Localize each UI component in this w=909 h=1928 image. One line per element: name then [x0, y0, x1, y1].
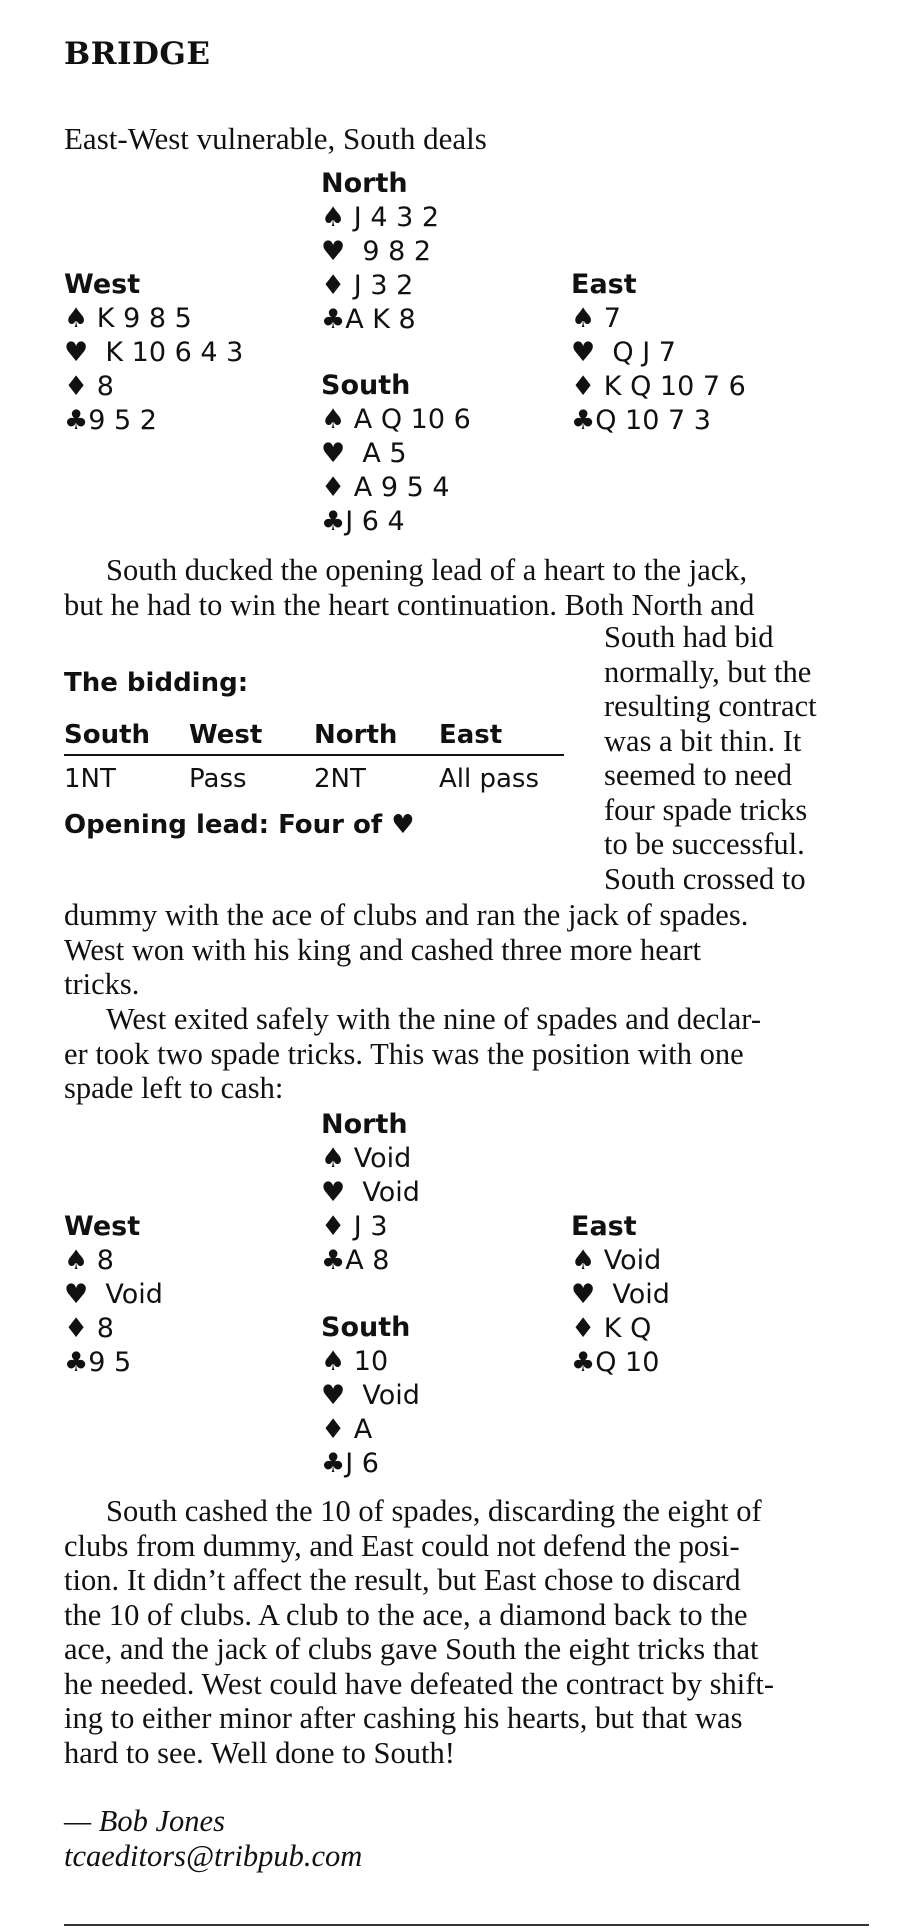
text-line: West won with his king and cashed three more heart	[64, 932, 702, 967]
hand-label: West	[64, 269, 141, 300]
bidding-call-row	[64, 756, 564, 796]
text-line: the 10 of clubs. A club to the ace, a diamond back to the	[64, 1597, 748, 1632]
hand-label: East	[571, 1211, 637, 1242]
text-line: South crossed to	[604, 861, 806, 896]
bidding-box	[64, 668, 564, 840]
bidding-header-north: North	[314, 720, 398, 750]
text-line: South had bid	[604, 620, 774, 654]
diamonds-holding: ♦ 8	[64, 371, 114, 402]
bidding-header-east: East	[439, 720, 503, 750]
text-line: was a bit thin. It	[604, 723, 802, 758]
spades-holding: ♠ J 4 3 2	[321, 202, 440, 233]
hearts-holding: ♥ Void	[571, 1279, 670, 1310]
hearts-holding: ♥ K 10 6 4 3	[64, 337, 244, 368]
deal2-west-hand	[64, 1210, 163, 1380]
paragraph-1-continuation	[604, 620, 817, 896]
text-line: clubs from dummy, and East could not defend the posi-	[64, 1528, 740, 1563]
spades-holding: ♠ Void	[571, 1245, 662, 1276]
diamonds-holding: ♦ 8	[64, 1313, 114, 1344]
text-line: West exited safely with the nine of spades and declar-	[106, 1002, 761, 1036]
deal1-north-hand	[321, 167, 439, 337]
column-title: BRIDGE	[64, 36, 211, 72]
bidding-heading: The bidding:	[64, 668, 249, 698]
text-line: tricks.	[64, 967, 140, 1001]
spades-holding: ♠ 7	[571, 303, 621, 334]
deal1-east-hand	[571, 268, 746, 438]
clubs-holding: ♣9 5	[64, 1347, 132, 1378]
hand-label: North	[321, 168, 408, 199]
deal2-south-hand	[321, 1311, 420, 1481]
spades-holding: ♠ 8	[64, 1245, 114, 1276]
opening-lead: Opening lead: Four of ♥	[64, 810, 415, 840]
bid-west: Pass	[189, 764, 247, 794]
text-line: hard to see. Well done to South!	[64, 1735, 455, 1770]
text-line: normally, but the	[604, 654, 812, 689]
text-line: er took two spade tricks. This was the position with one	[64, 1036, 744, 1071]
bid-east: All pass	[439, 764, 540, 794]
paragraph-4	[64, 1494, 774, 1770]
diamonds-holding: ♦ A 9 5 4	[321, 472, 450, 503]
bidding-header-west: West	[189, 720, 263, 750]
hearts-holding: ♥ 9 8 2	[321, 236, 432, 267]
deal1-south-hand	[321, 369, 471, 539]
deal1-west-hand	[64, 268, 243, 438]
hearts-holding: ♥ Void	[64, 1279, 163, 1310]
diamonds-holding: ♦ A	[321, 1414, 373, 1445]
diamonds-holding: ♦ K Q	[571, 1313, 652, 1344]
hearts-holding: ♥ Void	[321, 1177, 420, 1208]
spades-holding: ♠ K 9 8 5	[64, 303, 192, 334]
hand-label: North	[321, 1109, 408, 1140]
hearts-holding: ♥ A 5	[321, 438, 407, 469]
spades-holding: ♠ A Q 10 6	[321, 404, 471, 435]
text-line: tion. It didn’t affect the result, but East chose to discard	[64, 1563, 741, 1597]
author-name: — Bob Jones	[64, 1804, 225, 1838]
author-email[interactable]: tcaeditors@tribpub.com	[64, 1839, 363, 1873]
text-line: ing to either minor after cashing his hearts, but that was	[64, 1701, 743, 1735]
clubs-holding: ♣Q 10 7 3	[571, 405, 711, 436]
paragraph-3	[64, 1002, 761, 1106]
text-line: South ducked the opening lead of a heart to the jack,	[106, 553, 748, 587]
clubs-holding: ♣J 6	[321, 1448, 379, 1479]
byline	[64, 1804, 362, 1874]
hand-label: South	[321, 1312, 411, 1343]
text-line: spade left to cash:	[64, 1071, 284, 1105]
text-line: South cashed the 10 of spades, discarding the eight of	[106, 1494, 762, 1528]
text-line: but he had to win the heart continuation. Both North and	[64, 587, 755, 622]
text-line: ace, and the jack of clubs gave South the eight tricks that	[64, 1632, 759, 1666]
hand-label: West	[64, 1211, 141, 1242]
spades-holding: ♠ 10	[321, 1346, 389, 1377]
bidding-table	[64, 720, 564, 796]
clubs-holding: ♣A 8	[321, 1245, 390, 1276]
clubs-holding: ♣Q 10	[571, 1347, 660, 1378]
paragraph-1	[64, 553, 754, 622]
diamonds-holding: ♦ K Q 10 7 6	[571, 371, 746, 402]
hearts-holding: ♥ Void	[321, 1380, 420, 1411]
clubs-holding: ♣A K 8	[321, 304, 416, 335]
bidding-header-south: South	[64, 720, 151, 750]
diamonds-holding: ♦ J 3 2	[321, 270, 414, 301]
hand-label: East	[571, 269, 637, 300]
bottom-divider	[64, 1924, 869, 1926]
text-line: he needed. West could have defeated the contract by shift-	[64, 1666, 775, 1701]
hand-label: South	[321, 370, 411, 401]
bid-north: 2NT	[314, 764, 366, 794]
bidding-header-row	[64, 720, 564, 756]
text-line: to be successful.	[604, 827, 805, 861]
spades-holding: ♠ Void	[321, 1143, 412, 1174]
text-line: resulting contract	[604, 689, 817, 723]
clubs-holding: ♣9 5 2	[64, 405, 157, 436]
deal-conditions: East-West vulnerable, South deals	[64, 121, 487, 156]
deal2-east-hand	[571, 1210, 670, 1380]
bid-south: 1NT	[64, 764, 116, 794]
text-line: four spade tricks	[604, 792, 808, 827]
paragraph-2	[64, 898, 748, 1002]
diamonds-holding: ♦ J 3	[321, 1211, 388, 1242]
clubs-holding: ♣J 6 4	[321, 506, 405, 537]
text-line: dummy with the ace of clubs and ran the jack of spades.	[64, 898, 749, 932]
hearts-holding: ♥ Q J 7	[571, 337, 676, 368]
text-line: seemed to need	[604, 758, 793, 792]
deal2-north-hand	[321, 1108, 420, 1278]
